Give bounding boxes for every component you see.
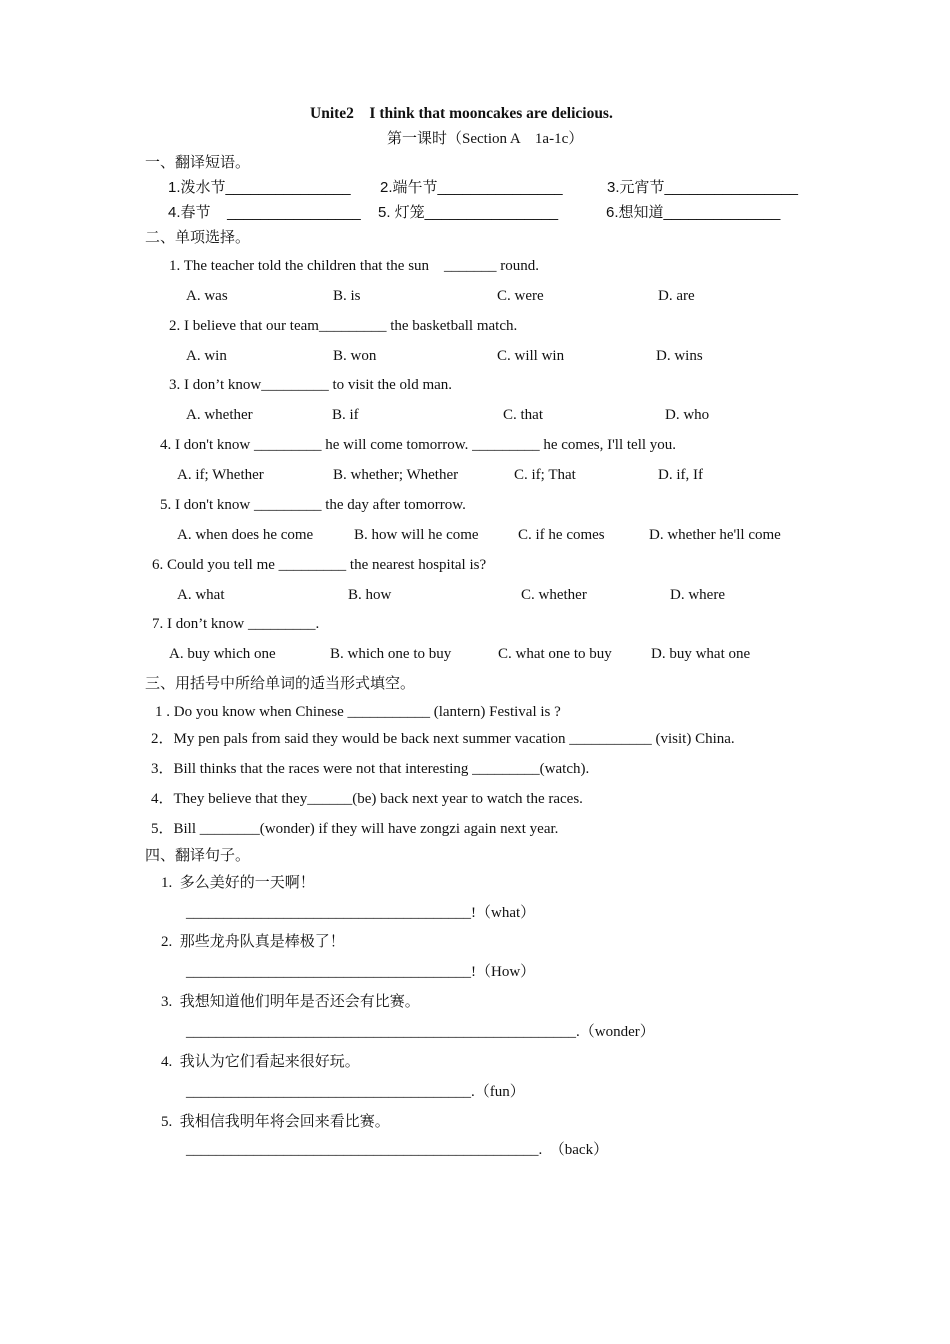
translation-answer-line: ______________________________________.（fun） <box>186 1084 525 1100</box>
option-a: A. buy which one <box>169 646 276 662</box>
section-2-heading: 二、单项选择。 <box>145 230 251 246</box>
option-a: A. when does he come <box>177 527 314 543</box>
option-c: C. were <box>497 288 544 304</box>
option-d: D. whether he'll come <box>649 527 781 543</box>
option-d: D. buy what one <box>651 646 751 662</box>
question-stem: 7. I don’t know _________. <box>152 616 320 632</box>
phrase-item: 4.春节 ________________ <box>168 204 361 221</box>
option-d: D. where <box>670 587 725 603</box>
option-b: B. if <box>332 407 359 423</box>
option-a: A. if; Whether <box>177 467 264 483</box>
translation-prompt: 4. 我认为它们看起来很好玩。 <box>161 1054 360 1070</box>
translation-answer-line: ____________________________________________________.（wonder） <box>186 1024 655 1040</box>
section-1-heading: 一、翻译短语。 <box>145 155 251 171</box>
phrase-item: 6.想知道______________ <box>606 204 781 221</box>
option-c: C. will win <box>497 348 565 364</box>
phrase-item: 1.泼水节_______________ <box>168 179 351 196</box>
question-stem: 5. I don't know _________ the day after tomorrow. <box>160 497 466 513</box>
option-b: B. whether; Whether <box>333 467 459 483</box>
question-stem: 2. I believe that our team_________ the basketball match. <box>169 318 518 334</box>
phrase-item: 2.端午节_______________ <box>380 179 563 196</box>
section-4-heading: 四、翻译句子。 <box>145 848 251 864</box>
option-d: D. are <box>658 288 695 304</box>
option-d: D. wins <box>656 348 703 364</box>
page-title: Unite2 I think that mooncakes are delicious. <box>310 105 613 122</box>
question-stem: 4. I don't know _________ he will come tomorrow. _________ he comes, I'll tell you. <box>160 437 677 453</box>
option-b: B. which one to buy <box>330 646 452 662</box>
option-a: A. win <box>186 348 227 364</box>
translation-prompt: 3. 我想知道他们明年是否还会有比赛。 <box>161 994 420 1010</box>
question-stem: 3. I don’t know_________ to visit the old man. <box>169 377 453 393</box>
translation-prompt: 5. 我相信我明年将会回来看比赛。 <box>161 1114 390 1130</box>
option-a: A. what <box>177 587 225 603</box>
section-3-heading: 三、用括号中所给单词的适当形式填空。 <box>145 676 416 692</box>
translation-prompt: 1. 多么美好的一天啊！ <box>161 875 315 891</box>
lesson-subtitle: 第一课时（Section A 1a-1c） <box>387 131 584 147</box>
phrase-item: 5. 灯笼________________ <box>378 204 559 221</box>
translation-answer-line: ______________________________________!（How） <box>186 964 536 980</box>
fill-in-item: 2．My pen pals from said they would be back next summer vacation ___________ (visit) China. <box>151 731 735 747</box>
option-d: D. who <box>665 407 710 423</box>
option-a: A. was <box>186 288 228 304</box>
option-c: C. that <box>503 407 543 423</box>
option-b: B. how <box>348 587 392 603</box>
option-c: C. if; That <box>514 467 576 483</box>
option-d: D. if, If <box>658 467 703 483</box>
option-b: B. is <box>333 288 361 304</box>
fill-in-item: 3．Bill thinks that the races were not that interesting _________(watch). <box>151 761 590 777</box>
option-b: B. how will he come <box>354 527 479 543</box>
question-stem: 6. Could you tell me _________ the nearest hospital is? <box>152 557 487 573</box>
translation-answer-line: ______________________________________!（what） <box>186 905 536 921</box>
fill-in-item: 1 . Do you know when Chinese ___________ (lantern) Festival is ? <box>155 704 561 720</box>
option-a: A. whether <box>186 407 253 423</box>
translation-prompt: 2. 那些龙舟队真是棒极了！ <box>161 934 345 950</box>
phrase-item: 3.元宵节________________ <box>607 179 798 196</box>
fill-in-item: 4．They believe that they______(be) back next year to watch the races. <box>151 791 583 807</box>
option-c: C. if he comes <box>518 527 605 543</box>
option-c: C. what one to buy <box>498 646 612 662</box>
option-c: C. whether <box>521 587 587 603</box>
option-b: B. won <box>333 348 377 364</box>
question-stem: 1. The teacher told the children that the sun _______ round. <box>169 258 540 274</box>
translation-answer-line: _______________________________________________. （back） <box>186 1142 609 1158</box>
fill-in-item: 5．Bill ________(wonder) if they will have zongzi again next year. <box>151 821 559 837</box>
